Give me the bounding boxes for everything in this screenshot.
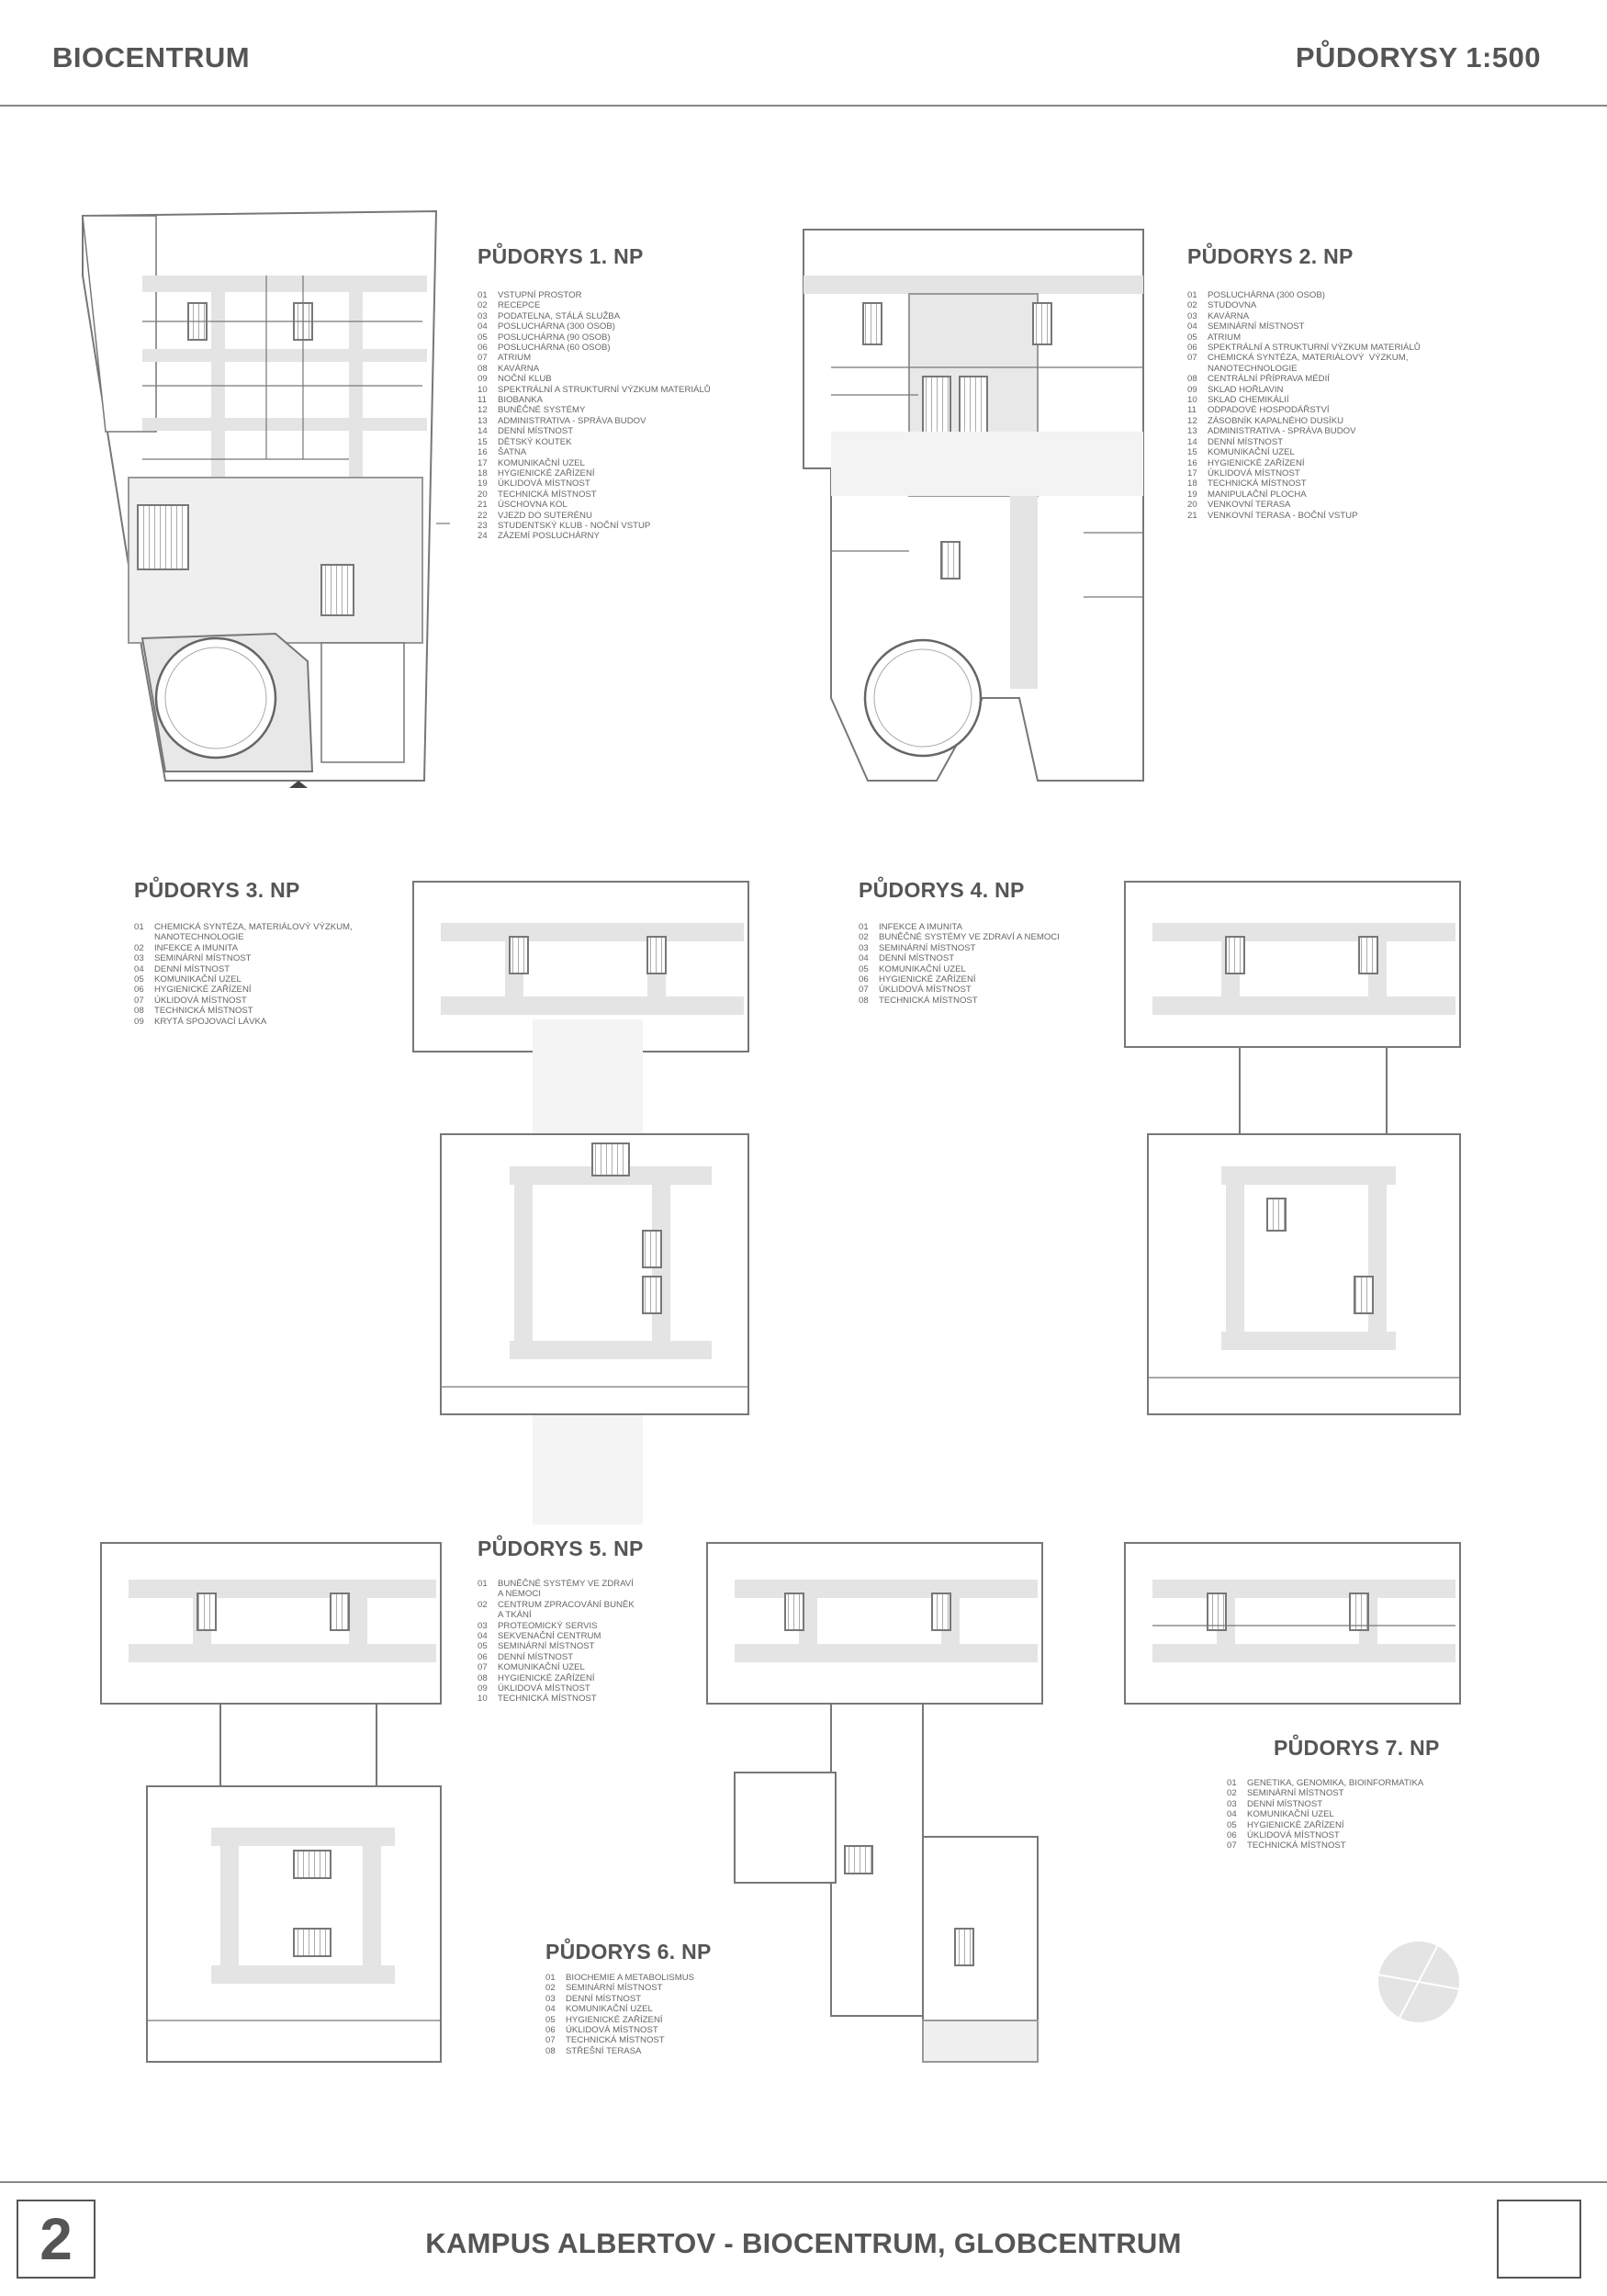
legend-item [1187, 374, 1421, 384]
legend-item-number: 01 [1227, 1778, 1237, 1788]
legend-item [1227, 1788, 1423, 1798]
legend-item-label: SEMINÁRNÍ MÍSTNOST [1208, 321, 1305, 332]
legend-item-label: KAVÁRNA [1208, 310, 1250, 321]
legend-item-label: SEMINÁRNÍ MÍSTNOST [566, 1983, 663, 1994]
legend-item-number: 05 [478, 332, 488, 343]
legend-item-label: DENNÍ MÍSTNOST [154, 963, 230, 974]
legend-item [1187, 426, 1421, 436]
legend-item-label: ADMINISTRATIVA - SPRÁVA BUDOV [498, 415, 646, 426]
legend-item [1227, 1830, 1423, 1840]
legend-item [1187, 364, 1421, 374]
legend-item-label: VSTUPNÍ PROSTOR [498, 290, 582, 300]
legend-item-label: KRYTÁ SPOJOVACÍ LÁVKA [154, 1016, 267, 1027]
legend-item-label: ÚKLIDOVÁ MÍSTNOST [498, 1683, 590, 1694]
legend-item [478, 374, 711, 384]
plan-4np-legend [859, 922, 1060, 1006]
legend-item [478, 353, 711, 363]
legend-item-number: 03 [478, 1620, 488, 1631]
legend-item-label: TECHNICKÁ MÍSTNOST [498, 1694, 597, 1705]
legend-item [134, 932, 353, 942]
legend-item [478, 458, 711, 468]
header-right-title: PŮDORYSY 1:500 [1295, 41, 1541, 73]
legend-item-label: CENTRUM ZPRACOVÁNÍ BUNĚK [498, 1599, 635, 1610]
legend-item-label: PODATELNA, STÁLÁ SLUŽBA [498, 310, 621, 321]
plan-5np-legend [478, 1579, 635, 1705]
legend-item [478, 1641, 635, 1651]
legend-item-label: HYGIENICKÉ ZAŘÍZENÍ [1247, 1819, 1344, 1830]
legend-item [478, 478, 711, 489]
legend-item-number: 15 [478, 436, 488, 447]
legend-item-label: SPEKTRÁLNÍ A STRUKTURNÍ VÝZKUM MATERIÁLŮ [498, 384, 711, 395]
legend-item-number: 04 [859, 953, 869, 964]
legend-item-label: TECHNICKÁ MÍSTNOST [498, 489, 597, 500]
legend-item-label: ÚSCHOVNA KOL [498, 500, 568, 511]
plan-7np-title: PŮDORYS 7. NP [1274, 1736, 1440, 1760]
legend-item-number: 17 [478, 457, 488, 468]
legend-item [134, 985, 353, 995]
legend-item-label: NOČNÍ KLUB [498, 374, 552, 385]
legend-item-number: 21 [478, 500, 488, 511]
legend-item-number: 06 [859, 974, 869, 985]
legend-item-number: 24 [478, 531, 488, 542]
legend-item [859, 932, 1060, 942]
legend-item-number: 18 [1187, 478, 1197, 490]
legend-item-number: 05 [545, 2014, 556, 2025]
legend-item-number: 03 [545, 1993, 556, 2004]
legend-item-label: VENKOVNÍ TERASA [1208, 500, 1291, 511]
legend-item-number: 02 [545, 1983, 556, 1994]
legend-item [478, 385, 711, 395]
legend-item [478, 405, 711, 415]
legend-item [478, 437, 711, 447]
legend-item-label: KOMUNIKAČNÍ UZEL [498, 1662, 585, 1673]
legend-item-number: 06 [1227, 1830, 1237, 1841]
legend-item [545, 1994, 694, 2004]
legend-item [478, 395, 711, 405]
legend-item-number: 04 [478, 321, 488, 332]
legend-item [545, 2025, 694, 2035]
legend-item-label: ZÁZEMÍ POSLUCHÁRNY [498, 531, 600, 542]
plan-2np-drawing [804, 230, 1143, 781]
legend-item-label: CHEMICKÁ SYNTÉZA, MATERIÁLOVÝ VÝZKUM, [154, 922, 353, 932]
legend-item-label: BIOBANKA [498, 395, 544, 406]
legend-item-number: 09 [134, 1016, 144, 1027]
legend-item-label: TECHNICKÁ MÍSTNOST [154, 1006, 253, 1017]
legend-item-number: 07 [1187, 353, 1197, 364]
legend-item-number: 02 [478, 1599, 488, 1610]
legend-item-number: 03 [1187, 310, 1197, 321]
legend-item-number: 16 [1187, 457, 1197, 468]
legend-item [859, 996, 1060, 1006]
legend-item [859, 974, 1060, 985]
legend-item-number: 02 [1227, 1788, 1237, 1799]
legend-item-label: SKLAD HOŘLAVIN [1208, 384, 1284, 395]
legend-item [545, 2046, 694, 2056]
legend-item-number: 06 [134, 985, 144, 996]
legend-item [859, 943, 1060, 953]
legend-item [134, 996, 353, 1006]
legend-item [478, 1610, 635, 1620]
legend-item-number: 09 [478, 374, 488, 385]
legend-item-label: HYGIENICKÉ ZAŘÍZENÍ [879, 974, 976, 985]
legend-item-number: 10 [478, 384, 488, 395]
legend-item-label: ÚKLIDOVÁ MÍSTNOST [154, 995, 247, 1006]
legend-item [134, 943, 353, 953]
legend-item [134, 974, 353, 985]
legend-item-label: TECHNICKÁ MÍSTNOST [1208, 478, 1307, 490]
plan-6np-legend [545, 1973, 694, 2056]
legend-item-number: 01 [478, 290, 488, 300]
legend-item [1187, 447, 1421, 457]
legend-item-label: NANOTECHNOLOGIE [1208, 363, 1298, 374]
north-arrow-icon [1377, 1938, 1460, 2025]
legend-item-label: ŠATNA [498, 447, 527, 458]
legend-item-number: 04 [545, 2004, 556, 2015]
legend-item-number: 20 [478, 489, 488, 500]
legend-item-label: STUDENTSKÝ KLUB - NOČNÍ VSTUP [498, 520, 651, 531]
legend-item [478, 332, 711, 343]
plan-3np-legend [134, 922, 353, 1027]
legend-item [478, 447, 711, 457]
legend-item-label: SKLAD CHEMIKÁLIÍ [1208, 395, 1289, 406]
plan-5np-drawing [101, 1543, 441, 2062]
legend-item-label: DENNÍ MÍSTNOST [498, 426, 574, 437]
legend-item-label: CENTRÁLNÍ PŘÍPRAVA MÉDIÍ [1208, 374, 1330, 385]
plan-4np-drawing [1125, 882, 1460, 1414]
legend-item [478, 321, 711, 332]
legend-item-label: SEMINÁRNÍ MÍSTNOST [154, 953, 252, 964]
legend-item [478, 521, 711, 531]
legend-item-label: KOMUNIKAČNÍ UZEL [154, 974, 242, 985]
legend-item [478, 531, 711, 541]
legend-item-label: HYGIENICKÉ ZAŘÍZENÍ [566, 2014, 663, 2025]
legend-item-number: 04 [1187, 321, 1197, 332]
legend-item-label: DENNÍ MÍSTNOST [566, 1993, 642, 2004]
legend-item [1227, 1820, 1423, 1830]
legend-item-label: TECHNICKÁ MÍSTNOST [1247, 1840, 1346, 1851]
legend-item [545, 1973, 694, 1983]
legend-item-label: MANIPULAČNÍ PLOCHA [1208, 489, 1307, 500]
plan-1np-title: PŮDORYS 1. NP [478, 244, 644, 268]
legend-item [1187, 290, 1421, 300]
legend-item-label: POSLUCHÁRNA (300 OSOB) [1208, 290, 1325, 300]
legend-item [478, 290, 711, 300]
plan-4np-title: PŮDORYS 4. NP [859, 878, 1025, 902]
plan-2np-legend [1187, 290, 1421, 521]
legend-item [859, 985, 1060, 995]
plan-7np-legend [1227, 1778, 1423, 1851]
legend-item [1187, 405, 1421, 415]
legend-item-number: 17 [1187, 467, 1197, 478]
legend-item-number: 09 [478, 1683, 488, 1694]
legend-item-number: 18 [478, 467, 488, 478]
legend-item [545, 2015, 694, 2025]
legend-item-number: 08 [1187, 374, 1197, 385]
legend-item-number: 02 [859, 932, 869, 943]
legend-item-number: 07 [134, 995, 144, 1006]
legend-item-number: 08 [859, 995, 869, 1006]
legend-item [478, 1589, 635, 1599]
legend-item-label: SPEKTRÁLNÍ A STRUKTURNÍ VÝZKUM MATERIÁLŮ [1208, 343, 1421, 354]
legend-item [545, 2004, 694, 2014]
legend-item-label: STUDOVNA [1208, 300, 1257, 311]
legend-item-number: 21 [1187, 510, 1197, 521]
legend-item-label: DENNÍ MÍSTNOST [879, 953, 955, 964]
legend-item-label: KOMUNIKAČNÍ UZEL [498, 457, 585, 468]
legend-item-label: DENNÍ MÍSTNOST [498, 1651, 574, 1662]
legend-item-label: BIOCHEMIE A METABOLISMUS [566, 1973, 695, 1983]
legend-item-label: HYGIENICKÉ ZAŘÍZENÍ [154, 985, 252, 996]
legend-item-number: 01 [545, 1973, 556, 1983]
legend-item-number: 05 [1227, 1819, 1237, 1830]
legend-item [478, 416, 711, 426]
legend-item-number: 01 [859, 922, 869, 932]
plan-3np-title: PŮDORYS 3. NP [134, 878, 300, 902]
legend-item [1187, 416, 1421, 426]
legend-item-number: 05 [1187, 332, 1197, 343]
legend-item-label: BUNĚČNÉ SYSTÉMY [498, 405, 586, 416]
legend-item-number: 06 [478, 1651, 488, 1662]
legend-item-label: CHEMICKÁ SYNTÉZA, MATERIÁLOVÝ VÝZKUM, [1208, 353, 1409, 364]
legend-item-number: 05 [478, 1641, 488, 1652]
legend-item [1187, 500, 1421, 510]
legend-item [478, 311, 711, 321]
legend-item-label: VJEZD DO SUTERÉNU [498, 510, 592, 521]
legend-item-label: ODPADOVÉ HOSPODÁŘSTVÍ [1208, 405, 1330, 416]
legend-item-number: 02 [1187, 300, 1197, 311]
legend-item-label: BUNĚČNÉ SYSTÉMY VE ZDRAVÍ A NEMOCI [879, 932, 1060, 943]
legend-item-number: 19 [1187, 489, 1197, 500]
legend-item-label: KOMUNIKAČNÍ UZEL [566, 2004, 653, 2015]
legend-item [1187, 353, 1421, 363]
legend-item-label: NANOTECHNOLOGIE [154, 932, 244, 943]
legend-item [859, 964, 1060, 974]
legend-item-label: STŘEŠNÍ TERASA [566, 2045, 642, 2056]
plan-6np-title: PŮDORYS 6. NP [545, 1940, 712, 1964]
legend-item [478, 500, 711, 510]
legend-item-label: ÚKLIDOVÁ MÍSTNOST [1247, 1830, 1340, 1841]
legend-item-label: KOMUNIKAČNÍ UZEL [1208, 447, 1295, 458]
legend-item-number: 08 [545, 2045, 556, 2056]
legend-item-label: DENNÍ MÍSTNOST [1247, 1798, 1323, 1809]
legend-item [859, 953, 1060, 963]
legend-item-number: 01 [1187, 290, 1197, 300]
legend-item [1227, 1778, 1423, 1788]
legend-item-number: 03 [1227, 1798, 1237, 1809]
legend-item-number: 08 [134, 1006, 144, 1017]
legend-item-number: 01 [478, 1579, 488, 1589]
legend-item-label: ÚKLIDOVÁ MÍSTNOST [566, 2025, 658, 2036]
legend-item [1227, 1799, 1423, 1809]
legend-item-label: POSLUCHÁRNA (300 OSOB) [498, 321, 615, 332]
legend-item [478, 490, 711, 500]
legend-item [478, 300, 711, 310]
legend-item-label: POSLUCHÁRNA (60 OSOB) [498, 343, 611, 354]
legend-item [1187, 458, 1421, 468]
legend-item-number: 03 [134, 953, 144, 964]
legend-item [478, 1600, 635, 1610]
legend-item [545, 2035, 694, 2045]
legend-item-label: HYGIENICKÉ ZAŘÍZENÍ [498, 1672, 595, 1683]
legend-item [478, 1662, 635, 1672]
legend-item-number: 11 [478, 395, 487, 406]
legend-item-label: KOMUNIKAČNÍ UZEL [879, 963, 966, 974]
legend-item-number: 04 [134, 963, 144, 974]
plan-5np-title: PŮDORYS 5. NP [478, 1536, 644, 1560]
legend-item [1187, 395, 1421, 405]
legend-item [1187, 332, 1421, 343]
legend-item-number: 01 [134, 922, 144, 932]
legend-item-label: ZÁSOBNÍK KAPALNÉHO DUSÍKU [1208, 415, 1344, 426]
legend-item-number: 14 [1187, 436, 1197, 447]
legend-item-number: 02 [478, 300, 488, 311]
legend-item [134, 922, 353, 932]
legend-item [134, 1006, 353, 1016]
legend-item-number: 20 [1187, 500, 1197, 511]
legend-item-number: 07 [478, 1662, 488, 1673]
legend-item-label: GENETIKA, GENOMIKA, BIOINFORMATIKA [1247, 1778, 1424, 1788]
legend-item-number: 04 [478, 1631, 488, 1642]
legend-item [478, 343, 711, 353]
legend-item-label: POSLUCHÁRNA (90 OSOB) [498, 332, 611, 343]
legend-item [859, 922, 1060, 932]
legend-item [1227, 1840, 1423, 1851]
legend-item-number: 03 [478, 310, 488, 321]
plan-1np-legend [478, 290, 711, 542]
legend-item-label: ADMINISTRATIVA - SPRÁVA BUDOV [1208, 426, 1356, 437]
legend-item-label: RECEPCE [498, 300, 541, 311]
legend-item-number: 06 [478, 343, 488, 354]
legend-item [134, 964, 353, 974]
legend-item-number: 13 [478, 415, 488, 426]
legend-item [478, 1621, 635, 1631]
legend-item [478, 1652, 635, 1662]
legend-item [478, 1579, 635, 1589]
legend-item-number: 23 [478, 520, 488, 531]
legend-item-number: 06 [1187, 343, 1197, 354]
legend-item-label: DĚTSKÝ KOUTEK [498, 436, 572, 447]
legend-item [1187, 343, 1421, 353]
legend-item-label: TECHNICKÁ MÍSTNOST [879, 995, 978, 1006]
legend-item-label: A NEMOCI [498, 1589, 541, 1600]
legend-item [1187, 478, 1421, 489]
legend-item-number: 03 [859, 942, 869, 953]
legend-item-number: 06 [545, 2025, 556, 2036]
legend-item [1187, 311, 1421, 321]
legend-item-number: 07 [478, 353, 488, 364]
legend-item-number: 14 [478, 426, 488, 437]
legend-item [1187, 468, 1421, 478]
footer-right-box [1497, 2200, 1581, 2279]
legend-item-label: BUNĚČNÉ SYSTÉMY VE ZDRAVÍ [498, 1579, 634, 1589]
legend-item [478, 1694, 635, 1704]
plan-7np-drawing [1125, 1543, 1460, 1704]
legend-item-label: SEMINÁRNÍ MÍSTNOST [1247, 1788, 1344, 1799]
legend-item-label: HYGIENICKÉ ZAŘÍZENÍ [498, 467, 595, 478]
legend-item-label: SEMINÁRNÍ MÍSTNOST [879, 942, 976, 953]
legend-item-number: 05 [859, 963, 869, 974]
legend-item-label: A TKÁNÍ [498, 1610, 532, 1621]
legend-item-label: ÚKLIDOVÁ MÍSTNOST [498, 478, 590, 490]
legend-item-number: 04 [1227, 1809, 1237, 1820]
plan-3np-drawing [413, 882, 748, 1525]
legend-item-label: INFEKCE A IMUNITA [879, 922, 962, 932]
legend-item-number: 12 [1187, 415, 1197, 426]
legend-item-label: ATRIUM [498, 353, 532, 364]
legend-item-number: 02 [134, 942, 144, 953]
plan-6np-drawing [707, 1543, 1042, 2062]
legend-item-number: 22 [478, 510, 488, 521]
legend-item-number: 11 [1187, 405, 1197, 416]
legend-item-number: 05 [134, 974, 144, 985]
legend-item-label: HYGIENICKÉ ZAŘÍZENÍ [1208, 457, 1305, 468]
legend-item-label: KOMUNIKAČNÍ UZEL [1247, 1809, 1334, 1820]
legend-item-label: ATRIUM [1208, 332, 1242, 343]
legend-item-number: 07 [545, 2035, 556, 2046]
legend-item [478, 1673, 635, 1683]
legend-item-label: TECHNICKÁ MÍSTNOST [566, 2035, 665, 2046]
page-number: 2 [17, 2200, 96, 2279]
legend-item-number: 07 [859, 985, 869, 996]
legend-item [1187, 385, 1421, 395]
legend-item-number: 13 [1187, 426, 1197, 437]
legend-item [478, 511, 711, 521]
legend-item-label: DENNÍ MÍSTNOST [1208, 436, 1284, 447]
plan-2np-title: PŮDORYS 2. NP [1187, 244, 1354, 268]
legend-item-number: 08 [478, 1672, 488, 1683]
legend-item [478, 468, 711, 478]
legend-item-label: ÚKLIDOVÁ MÍSTNOST [879, 985, 972, 996]
legend-item-number: 08 [478, 363, 488, 374]
legend-item-label: ÚKLIDOVÁ MÍSTNOST [1208, 467, 1300, 478]
legend-item-label: PROTEOMICKÝ SERVIS [498, 1620, 598, 1631]
legend-item-number: 12 [478, 405, 488, 416]
legend-item [1227, 1809, 1423, 1819]
legend-item-label: INFEKCE A IMUNITA [154, 942, 238, 953]
plan-1np-drawing [83, 211, 450, 788]
legend-item [1187, 511, 1421, 521]
legend-item-number: 15 [1187, 447, 1197, 458]
legend-item-label: VENKOVNÍ TERASA - BOČNÍ VSTUP [1208, 510, 1358, 521]
legend-item [134, 1017, 353, 1027]
legend-item-label: SEMINÁRNÍ MÍSTNOST [498, 1641, 595, 1652]
legend-item [1187, 490, 1421, 500]
legend-item [134, 953, 353, 963]
legend-item [545, 1983, 694, 1993]
legend-item-number: 16 [478, 447, 488, 458]
legend-item-number: 07 [1227, 1840, 1237, 1851]
legend-item [478, 364, 711, 374]
legend-item [1187, 321, 1421, 332]
legend-item-number: 10 [478, 1694, 488, 1705]
header-left-title: BIOCENTRUM [52, 41, 251, 73]
legend-item-number: 10 [1187, 395, 1197, 406]
legend-item [1187, 300, 1421, 310]
legend-item-label: SEKVENAČNÍ CENTRUM [498, 1631, 601, 1642]
legend-item-label: KAVÁRNA [498, 363, 540, 374]
legend-item [478, 426, 711, 436]
legend-item-number: 09 [1187, 384, 1197, 395]
legend-item [1187, 437, 1421, 447]
footer-title: KAMPUS ALBERTOV - BIOCENTRUM, GLOBCENTRUM [425, 2227, 1182, 2259]
legend-item [478, 1683, 635, 1694]
legend-item [478, 1631, 635, 1641]
legend-item-number: 19 [478, 478, 488, 490]
